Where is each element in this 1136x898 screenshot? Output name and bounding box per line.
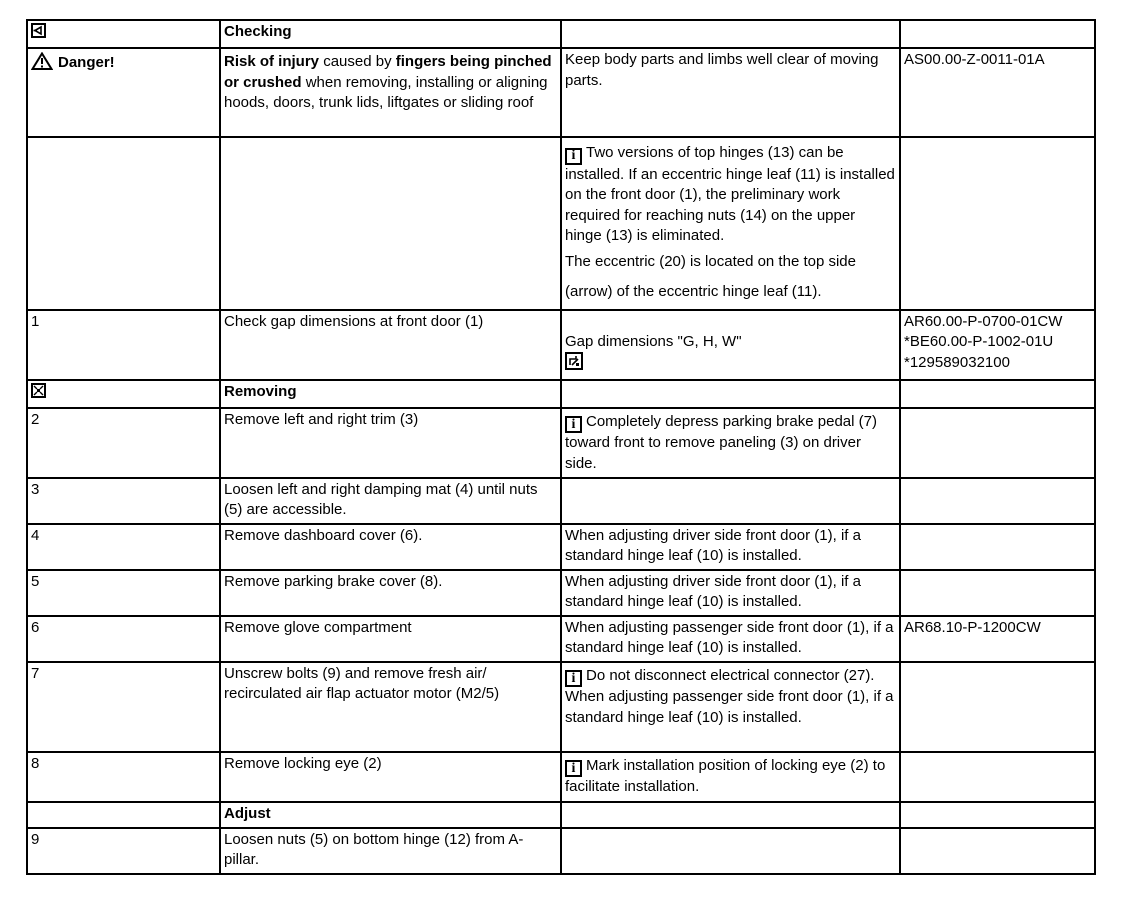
section-row-adjust xyxy=(27,802,1095,828)
step-note: Gap dimensions "G, H, W" xyxy=(565,332,742,350)
step-row xyxy=(27,570,1095,616)
step-action: Unscrew bolts (9) and remove fresh air/ recirculated air flap actuator motor (M2/5) xyxy=(220,662,561,752)
step-action: Loosen left and right damping mat (4) until nuts (5) are accessible. xyxy=(220,478,561,524)
step-reference xyxy=(900,752,1095,802)
step-reference xyxy=(900,662,1095,752)
step-number: 4 xyxy=(27,524,220,570)
note-hinges-text-2: The eccentric (20) is located on the top side (arrow) of the eccentric hinge leaf (11). xyxy=(565,252,856,300)
step-note: Do not disconnect electrical connector (27). xyxy=(586,666,875,684)
step-number: 8 xyxy=(27,752,220,802)
step-row xyxy=(27,828,1095,874)
step-reference[interactable]: AR68.10-P-1200CW xyxy=(900,616,1095,662)
info-icon: i xyxy=(565,760,582,777)
section-row-checking xyxy=(27,20,1095,48)
step-action: Remove glove compartment xyxy=(220,616,561,662)
danger-label: Danger! xyxy=(58,54,115,71)
step-number: 3 xyxy=(27,478,220,524)
note-hinges-text: Two versions of top hinges (13) can be installed. If an eccentric hinge leaf (11) is installed on the front door (1), the preliminary work required for reaching nuts (14) on the upper hinge (13) is eliminated. xyxy=(565,144,895,244)
warning-triangle-icon xyxy=(31,52,53,77)
step-action: Loosen nuts (5) on bottom hinge (12) from A-pillar. xyxy=(220,828,561,874)
step-note: Mark installation position of locking eye (2) to facilitate installation. xyxy=(565,756,886,795)
step-number: 9 xyxy=(27,828,220,874)
step-action: Remove dashboard cover (6). xyxy=(220,524,561,570)
section-title-adjust: Adjust xyxy=(220,802,561,828)
step-note: When adjusting driver side front door (1), if a standard hinge leaf (10) is installed. xyxy=(561,524,900,570)
step-row xyxy=(27,310,1095,380)
info-icon: i xyxy=(565,416,582,433)
step-note: Completely depress parking brake pedal (7) toward front to remove paneling (3) on driver side. xyxy=(565,412,877,472)
step-number: 6 xyxy=(27,616,220,662)
step-action: Remove locking eye (2) xyxy=(220,752,561,802)
section-title-checking: Checking xyxy=(220,20,561,48)
step-row xyxy=(27,408,1095,478)
step-note: When adjusting passenger side front door (1), if a standard hinge leaf (10) is installed. xyxy=(561,616,900,662)
info-icon: i xyxy=(565,670,582,687)
step-row xyxy=(27,524,1095,570)
danger-reference[interactable]: AS00.00-Z-0011-01A xyxy=(900,48,1095,137)
step-row xyxy=(27,662,1095,752)
step-reference xyxy=(900,828,1095,874)
step-number: 1 xyxy=(27,310,220,380)
note-row-hinges xyxy=(27,137,1095,310)
procedure-table xyxy=(26,19,1096,875)
info-icon: i xyxy=(565,148,582,165)
step-reference[interactable]: AR60.00-P-0700-01CW *BE60.00-P-1002-01U *129589032100 xyxy=(900,310,1095,380)
check-arrow-icon xyxy=(31,23,46,38)
step-reference xyxy=(900,408,1095,478)
step-note xyxy=(561,478,900,524)
section-row-removing xyxy=(27,380,1095,408)
step-row xyxy=(27,616,1095,662)
step-reference xyxy=(900,478,1095,524)
danger-row xyxy=(27,48,1095,137)
step-note xyxy=(561,828,900,874)
danger-measure: Keep body parts and limbs well clear of moving parts. xyxy=(561,48,900,137)
step-note-2: When adjusting passenger side front door (1), if a standard hinge leaf (10) is installed. xyxy=(565,688,894,726)
step-action: Remove parking brake cover (8). xyxy=(220,570,561,616)
step-row xyxy=(27,478,1095,524)
remove-arrows-icon xyxy=(31,383,46,398)
step-number: 2 xyxy=(27,408,220,478)
step-reference xyxy=(900,524,1095,570)
gap-gauge-icon xyxy=(565,352,583,370)
step-number: 7 xyxy=(27,662,220,752)
step-reference xyxy=(900,570,1095,616)
step-row xyxy=(27,752,1095,802)
danger-risk-text: Risk of injury caused by fingers being pinched or crushed when removing, installing or aligning hoods, doors, trunk lids, liftgates or sliding roof xyxy=(220,48,561,137)
step-note: When adjusting driver side front door (1), if a standard hinge leaf (10) is installed. xyxy=(561,570,900,616)
step-action: Remove left and right trim (3) xyxy=(220,408,561,478)
step-number: 5 xyxy=(27,570,220,616)
section-title-removing: Removing xyxy=(220,380,561,408)
step-action: Check gap dimensions at front door (1) xyxy=(220,310,561,380)
